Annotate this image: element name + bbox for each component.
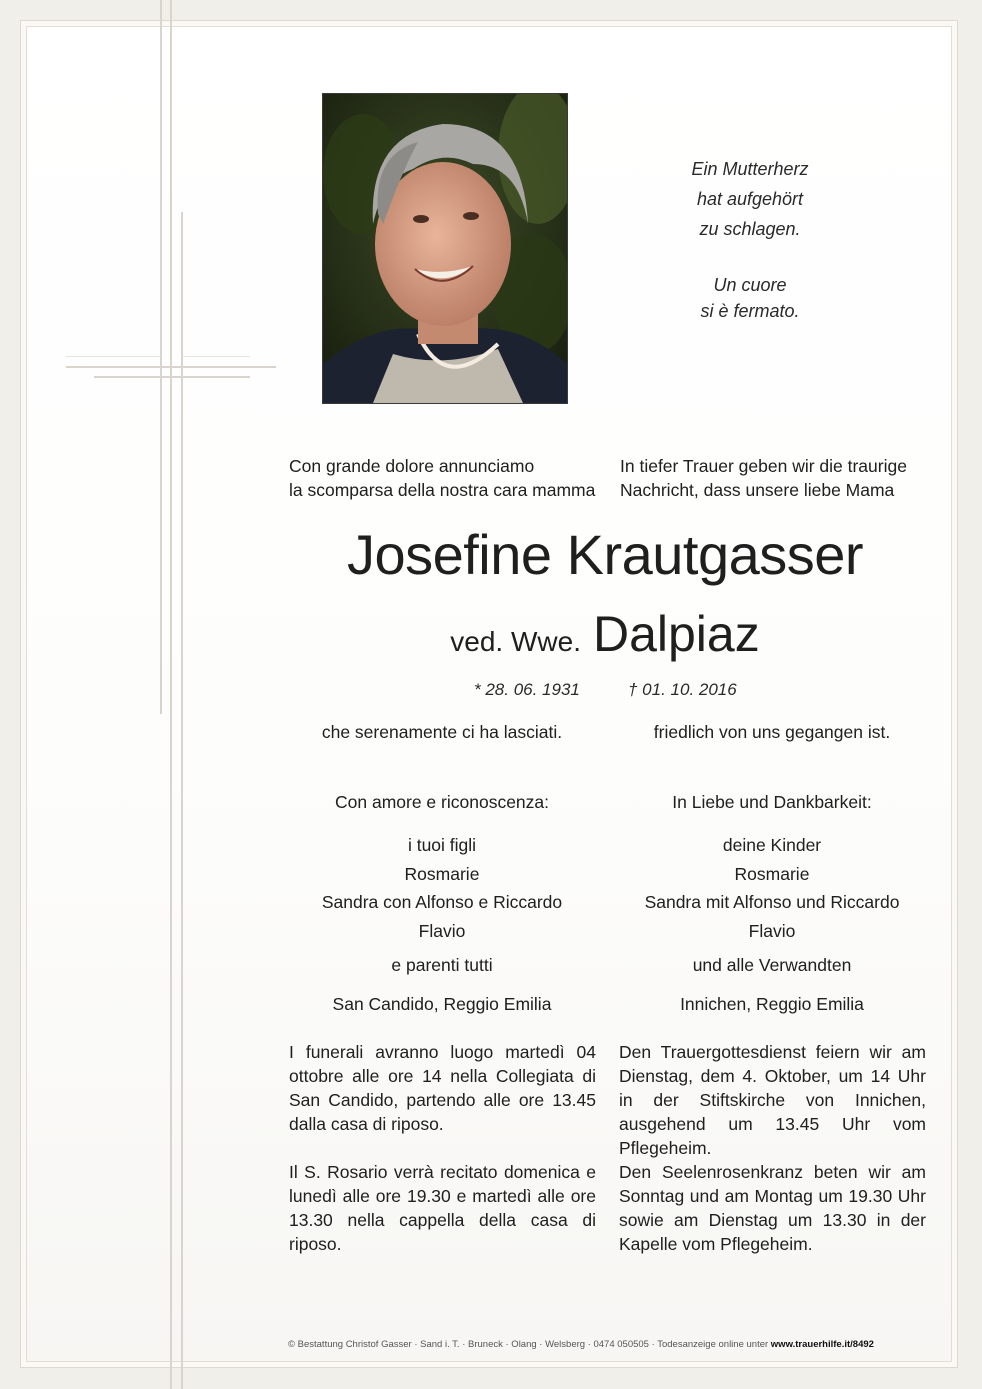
mourners-heading-italian: Con amore e riconoscenza: bbox=[335, 792, 549, 812]
birth-date: * 28. 06. 1931 bbox=[474, 680, 580, 699]
intro-german bbox=[620, 454, 930, 502]
funeral-info-italian: I funerali avranno luogo martedì 04 ottobre alle ore 14 nella Collegiata di San Candido, partendo alle ore 13.45 dalla casa di riposo. bbox=[289, 1042, 596, 1134]
death-date: † 01. 10. 2016 bbox=[628, 680, 737, 699]
cross-decoration bbox=[181, 212, 183, 1389]
mourner-name: Flavio bbox=[748, 921, 796, 941]
mourner-name: Sandra mit Alfonso und Riccardo bbox=[644, 892, 900, 912]
quote-italian bbox=[640, 272, 860, 324]
cross-decoration bbox=[170, 0, 172, 1389]
quote-line: Ein Mutterherz bbox=[691, 159, 809, 179]
mourners-group-german: deine Kinder bbox=[722, 835, 822, 855]
mourners-relatives-german: und alle Verwandten bbox=[692, 955, 852, 975]
married-name bbox=[300, 605, 910, 663]
intro-line: Nachricht, dass unsere liebe Mama bbox=[620, 480, 895, 500]
mourner-name: Sandra con Alfonso e Riccardo bbox=[321, 892, 563, 912]
funeral-info-german: Den Trauergottesdienst feiern wir am Dienstag, dem 4. Oktober, um 14 Uhr in der Stiftskirche von Innichen, ausgehend um 13.45 Uhr vom Pflegeheim. bbox=[619, 1042, 926, 1158]
intro-line: la scomparsa della nostra cara mamma bbox=[289, 480, 596, 500]
intro-italian bbox=[289, 454, 599, 502]
rosary-info-german: Den Seelenrosenkranz beten wir am Sonntag und am Montag um 19.30 Uhr sowie am Dienstag um 13.30 in der Kapelle vom Pflegeheim. bbox=[619, 1162, 926, 1254]
intro-line: Con grande dolore annunciamo bbox=[289, 456, 535, 476]
quote-line: Un cuore bbox=[713, 275, 787, 295]
mourner-name: Rosmarie bbox=[404, 864, 480, 884]
portrait-photo bbox=[322, 93, 568, 404]
married-surname: Dalpiaz bbox=[592, 606, 760, 662]
mourners-group-italian: i tuoi figli bbox=[407, 835, 477, 855]
cross-decoration bbox=[94, 376, 250, 378]
cross-decoration bbox=[66, 366, 276, 368]
quote-line: hat aufgehört bbox=[696, 189, 804, 209]
quote-line: si è fermato. bbox=[700, 301, 800, 321]
intro-line: In tiefer Trauer geben wir die traurige bbox=[620, 456, 907, 476]
passing-italian: che serenamente ci ha lasciati. bbox=[321, 722, 563, 742]
quote-line: zu schlagen. bbox=[699, 219, 801, 239]
cross-decoration bbox=[66, 356, 161, 357]
mourner-name: Flavio bbox=[418, 921, 466, 941]
cross-decoration bbox=[160, 0, 162, 714]
rosary-info-italian: Il S. Rosario verrà recitato domenica e lunedì alle ore 19.30 e martedì alle ore 13.30 nella cappella della casa di riposo. bbox=[289, 1162, 596, 1254]
passing-german: friedlich von uns gegangen ist. bbox=[653, 722, 891, 742]
cross-decoration bbox=[182, 356, 250, 357]
footer-link[interactable]: www.trauerhilfe.it/8492 bbox=[770, 1339, 874, 1350]
mourners-places-italian: San Candido, Reggio Emilia bbox=[332, 994, 552, 1014]
mourners-places-german: Innichen, Reggio Emilia bbox=[680, 994, 864, 1014]
footer bbox=[288, 1339, 938, 1350]
mourners-relatives-italian: e parenti tutti bbox=[391, 955, 493, 975]
mourners-heading-german: In Liebe und Dankbarkeit: bbox=[672, 792, 872, 812]
quote-german bbox=[640, 154, 860, 244]
footer-text: © Bestattung Christof Gasser · Sand i. T. · Bruneck · Olang · Welsberg · 0474 050505 · Todesanzeige online unter bbox=[288, 1339, 769, 1350]
married-prefix: ved. Wwe. bbox=[450, 626, 581, 657]
deceased-name: Josefine Krautgasser bbox=[346, 523, 864, 586]
mourner-name: Rosmarie bbox=[734, 864, 810, 884]
